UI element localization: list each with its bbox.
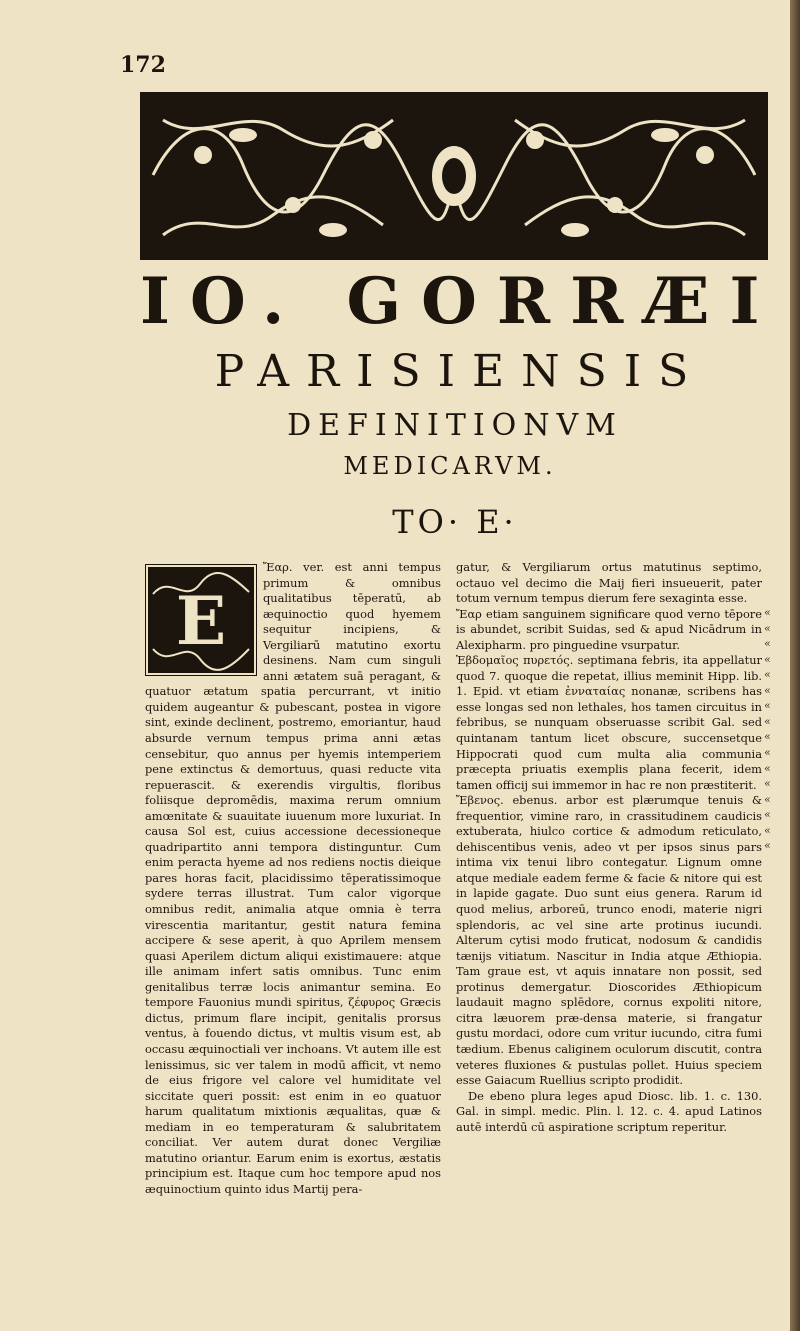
margin-mark: « bbox=[764, 808, 771, 822]
paragraph: gatur, & Vergiliarum ortus matutinus septimo, octauo vel decimo die Maij fieri insueuerit, pater totum vernum tempus dierum fere sexaginta esse. bbox=[456, 560, 762, 606]
margin-mark: « bbox=[764, 637, 771, 651]
margin-mark: « bbox=[764, 761, 771, 775]
margin-mark: « bbox=[764, 621, 771, 635]
section-heading: TO· E· bbox=[392, 503, 518, 541]
title-subject: MEDICARVM. bbox=[343, 452, 557, 480]
margin-mark: « bbox=[764, 683, 771, 697]
left-column bbox=[145, 560, 441, 1197]
page-number: 172 bbox=[120, 52, 166, 78]
margin-mark: « bbox=[764, 745, 771, 759]
initial-letter: E bbox=[175, 582, 227, 660]
margin-mark: « bbox=[764, 777, 771, 791]
paragraph: De ebeno plura leges apud Diosc. lib. 1. c. 130. Gal. in simpl. medic. Plin. l. 12. c. 4. apud Latinos autē interdū cū aspiratione scriptum reperitur. bbox=[456, 1088, 762, 1134]
margin-mark: « bbox=[764, 823, 771, 837]
margin-mark: « bbox=[764, 699, 771, 713]
book-gutter bbox=[790, 0, 800, 1331]
ornamental-headpiece bbox=[140, 92, 768, 260]
margin-mark: « bbox=[764, 668, 771, 682]
paragraph: Ἔαρ. ver. est anni tempus primum & omnibus qualitatibus tēperatū, ab æquinoctio quod hyemem sequitur incipiens, & Vergiliarū matutino exortu desinens. Nam cum singuli anni ætatem suā peragant, & quatuor ætatum spatia percurrant, vt initio quidem augeantur & pubescant, postea in vigore sint, exinde declinent, postremo, emoriantur, haud absurde vernum tempus prima anni ætas censebitur, quo annus per hyemis intemperiem pene extinctus & demortuus, quasi reducte vita repuerascit. & exerendis virgultis, floribus foliisque depromēdis, maxima rerum omnium amœnitate & suauitate iuuenum more luxuriat. In causa Sol est, cuius accessione decessioneque quadripartito anni tempora distinguntur. Cum enim peracta hyeme ad nos rediens noctis dieique pares horas facit, placidissimo tēperatissimoque sydere terras illustrat. Tum calor vigorque omnibus redit, animalia atque omnia è terra virescentia maritantur, gestit natura femina accipere & sese aperit, à quo Aprilem mensem quasi Aperilem dictum aliqui existimauere: atque ille animam infert satis omnibus. Tunc enim genitalibus terræ locis animantur semina. Eo tempore Fauonius mundi spiritus, ζέφυρος Græcis dictus, primum flare incipit, genitalis prorsus ventus, à fouendo dictus, vt multis visum est, ab occasu æquinoctiali ver inchoans. Vt autem ille est lenissimus, sic ver talem in modū afficit, vt nemo de eius frigore vel calore vel humiditate vel siccitate queri possit: est enim in eo quatuor harum qualitatum mixtionis æqualitas, quæ & mediam in eo temperaturam & salubritatem conciliat. Ver autem durat donec Vergiliæ matutino oriantur. Earum enim is exortus, æstatis principium est. Itaque cum hoc tempore apud nos æquinoctium quinto idus Martij pera- bbox=[145, 560, 441, 1196]
decorated-initial-e bbox=[145, 564, 257, 676]
marginal-quote-marks bbox=[764, 606, 786, 1326]
margin-mark: « bbox=[764, 606, 771, 619]
margin-mark: « bbox=[764, 652, 771, 666]
paragraph: Ἔβενος. ebenus. arbor est plærumque tenuis & frequentior, vimine raro, in crassitudinem caudicis extuberata, hiulco cortice & admodum reticulato, dehiscentibus venis, adeo vt per ipsos sinus pars intima vix tenui libro contegatur. Lignum omne atque mediale eadem ferme & facie & nitore qui est in lapide gagate. Duo sunt eius genera. Rarum id quod melius, arboreū, trunco enodi, materie nigri splendoris, ac vel sine arte protinus iucundi. Alterum cytisi modo fruticat, nodosum & candidis tænijs vitiatum. Nascitur in India atque Æthiopia. Tam graue est, vt aquis innatare non possit, sed protinus demergatur. Dioscorides Æthiopicum laudauit magno splēdore, cornus expoliti nitore, citra læuorem præ-densa materie, si frangatur gustu mordaci, odore cum vritur iucundo, citra fumi tædium. Ebenus caliginem oculorum discutit, contra veteres fluxiones & pustulas pollet. Huius speciem esse Gaiacum Ruellius scripto prodidit. bbox=[456, 793, 762, 1088]
margin-mark: « bbox=[764, 839, 771, 853]
title-origin: PARISIENSIS bbox=[214, 346, 706, 397]
margin-mark: « bbox=[764, 792, 771, 806]
margin-mark: « bbox=[764, 714, 771, 728]
paragraph: Ἑβδομαῖος πυρετός. septimana febris, ita appellatur quod 7. quoque die repetat, illius meminit Hipp. lib. 1. Epid. vt etiam ἐνναταίας nonanæ, scribens has esse longas sed non lethales, hos tamen circuitus in febribus, se nunquam obseruasse scribit Gal. sed quintanam tantum licet obscure, succensetque Hippocrati quod cum multa alia communia præcepta priuatis exemplis plana fecerit, idem tamen officij sui immemor in hac re non præstiterit. bbox=[456, 653, 762, 792]
title-work: DEFINITIONVM bbox=[287, 408, 623, 443]
right-column bbox=[456, 560, 762, 1135]
margin-mark: « bbox=[764, 730, 771, 744]
paragraph: Ἔαρ etiam sanguinem significare quod verno tēpore is abundet, scribit Suidas, sed & apud Nicādrum in Alexipharm. pro pinguedine vsurpatur. bbox=[456, 606, 762, 652]
title-author: IO. GORRÆI bbox=[140, 264, 780, 339]
